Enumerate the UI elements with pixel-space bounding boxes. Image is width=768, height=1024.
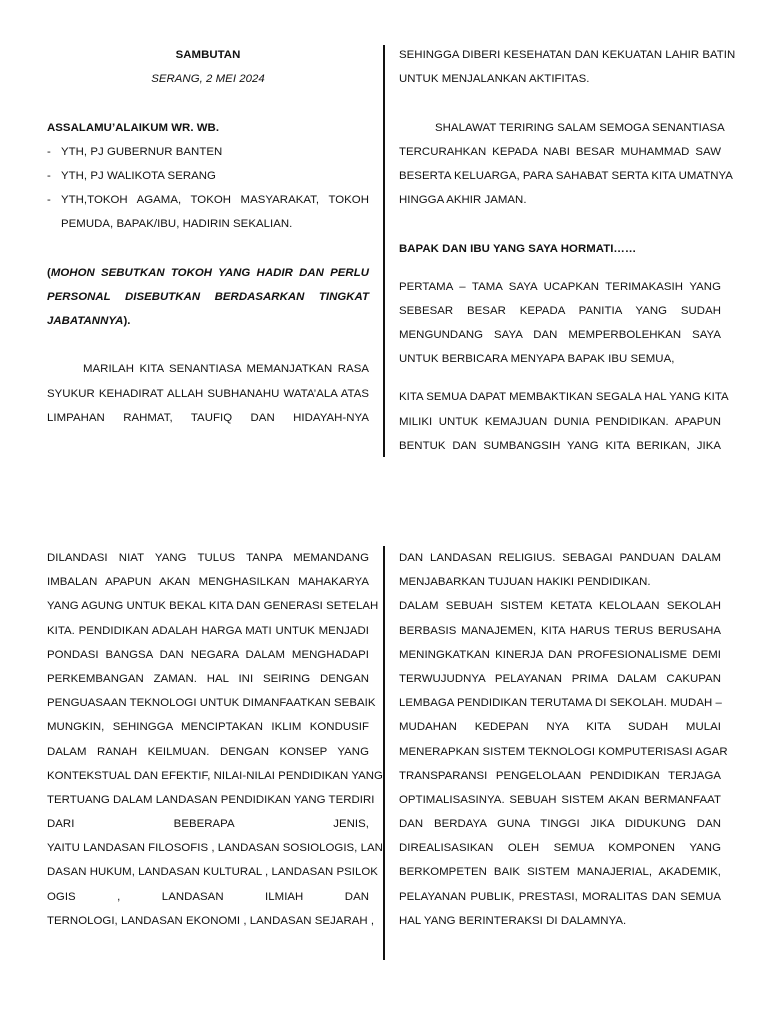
paragraph-line: HAL YANG BERINTERAKSI DI DALAMNYA. xyxy=(399,914,627,927)
column-divider-top xyxy=(383,45,385,457)
salutation-text: YTH, PJ WALIKOTA SERANG xyxy=(61,169,216,182)
page2-left-column xyxy=(47,546,383,933)
paragraph-shalawat xyxy=(399,116,733,213)
salutation-text: YTH,TOKOH AGAMA, TOKOH MASYARAKAT, TOKOH xyxy=(61,194,369,207)
greeting: ASSALAMU’ALAIKUM WR. WB. xyxy=(47,121,220,134)
paragraph-line: KITA SEMUA DAPAT MEMBAKTIKAN SEGALA HAL YANG KITA xyxy=(399,391,729,404)
paragraph-line: PENGUASAAN TEKNOLOGI UNTUK DIMANFAATKAN SEBAIK xyxy=(47,697,376,710)
paragraph-line: MENJABARKAN TUJUAN HAKIKI PENDIDIKAN. xyxy=(399,576,651,589)
instruction-note xyxy=(47,261,369,334)
paragraph-line: DARI BEBERAPA JENIS, xyxy=(47,818,369,831)
note-text: JABATANNYA xyxy=(47,315,124,328)
paragraph-line: PERTAMA – TAMA SAYA UCAPKAN TERIMAKASIH YANG xyxy=(399,280,721,293)
paragraph-line: PELAYANAN PUBLIK, PRESTASI, MORALITAS DAN SEMUA xyxy=(399,890,721,903)
note-text: MOHON SEBUTKAN TOKOH YANG HADIR DAN PERLU xyxy=(50,266,369,279)
paragraph-line: LEMBAGA PENDIDIKAN TERUTAMA DI SEKOLAH. MUDAH – xyxy=(399,697,722,710)
paragraph-line: PONDASI BANGSA DAN NEGARA DALAM MENGHADAPI xyxy=(47,648,369,661)
paragraph-line: DILANDASI NIAT YANG TULUS TANPA MEMANDANG xyxy=(47,552,369,564)
paragraph-line: DASAN HUKUM, LANDASAN KULTURAL , LANDASAN PSILOK xyxy=(47,866,378,879)
paragraph-line: HINGGA AKHIR JAMAN. xyxy=(399,194,527,207)
page1-right-column xyxy=(399,43,736,458)
salutation-item xyxy=(47,140,369,164)
note-line: PERSONAL DISEBUTKAN BERDASARKAN TINGKAT xyxy=(47,290,369,303)
paragraph-religious-foundation xyxy=(399,546,721,594)
column-divider-bottom xyxy=(383,546,385,960)
paragraph-line: BERBASIS MANAJEMEN, KITA HARUS TERUS BERUSAHA xyxy=(399,624,721,637)
paragraph-line: BERKOMPETEN BAIK SISTEM MANAJERIAL, AKADEMIK, xyxy=(399,866,721,879)
paragraph-line: UNTUK MENJALANKAN AKTIFITAS. xyxy=(399,73,590,86)
paragraph-management xyxy=(399,594,728,933)
paragraph-line: MUDAHAN KEDEPAN NYA KITA SUDAH MULAI xyxy=(399,721,721,734)
document-title: SAMBUTAN xyxy=(175,49,241,61)
salutation-item xyxy=(47,164,369,188)
list-dash: - xyxy=(47,169,51,182)
paragraph-line: DAN LANDASAN RELIGIUS. SEBAGAI PANDUAN DALAM xyxy=(399,552,721,564)
paragraph-line: MILIKI UNTUK KEMAJUAN DUNIA PENDIDIKAN. APAPUN xyxy=(399,415,721,428)
paragraph-line: MUNGKIN, SEHINGGA MENCIPTAKAN IKLIM KONDUSIF xyxy=(47,721,369,734)
paragraph-line: SHALAWAT TERIRING SALAM SEMOGA SENANTIASA xyxy=(435,121,725,134)
paragraph-line: YAITU LANDASAN FILOSOFIS , LANDASAN SOSIOLOGIS, LAN xyxy=(47,842,383,855)
paragraph-line: YANG AGUNG UNTUK BEKAL KITA DAN GENERASI SETELAH xyxy=(47,600,379,613)
paragraph-line: TERTUANG DALAM LANDASAN PENDIDIKAN YANG TERDIRI xyxy=(47,793,375,806)
list-dash: - xyxy=(47,145,51,158)
paragraph-gratitude xyxy=(47,357,369,430)
note-line xyxy=(47,261,369,285)
paragraph-line: DIREALISASIKAN OLEH SEMUA KOMPONEN YANG xyxy=(399,842,721,855)
paragraph-line: LIMPAHAN RAHMAT, TAUFIQ DAN HIDAYAH-NYA xyxy=(47,411,369,424)
paragraph-line: MENGUNDANG SAYA DAN MEMPERBOLEHKAN SAYA xyxy=(399,329,721,342)
paragraph-line: OPTIMALISASINYA. SEBUAH SISTEM AKAN BERMANFAAT xyxy=(399,793,721,806)
note-open-paren: ( xyxy=(47,266,51,279)
place-date: SERANG, 2 MEI 2024 xyxy=(151,73,265,86)
paragraph-line: TERWUJUDNYA PELAYANAN PRIMA DALAM CAKUPAN xyxy=(399,672,721,685)
paragraph-line: IMBALAN APAPUN AKAN MENGHASILKAN MAHAKARYA xyxy=(47,576,369,589)
note-close-paren: ). xyxy=(123,315,131,328)
salutation-item xyxy=(47,188,369,212)
paragraph-line: SYUKUR KEHADIRAT ALLAH SUBHANAHU WATA’ALA ATAS xyxy=(47,387,369,400)
paragraph-line: MENINGKATKAN KINERJA DAN PROFESIONALISME DEMI xyxy=(399,648,721,661)
paragraph-line: TERCURAHKAN KEPADA NABI BESAR MUHAMMAD SAW xyxy=(399,145,721,158)
list-dash: - xyxy=(47,194,51,207)
paragraph-line: DAN BERDAYA GUNA TINGGI JIKA DIDUKUNG DAN xyxy=(399,818,721,831)
paragraph-line: TERNOLOGI, LANDASAN EKONOMI , LANDASAN SEJARAH , xyxy=(47,914,375,927)
section-heading: BAPAK DAN IBU YANG SAYA HORMATI…… xyxy=(399,242,637,255)
paragraph-thanks xyxy=(399,275,721,372)
paragraph-line: PERKEMBANGAN ZAMAN. HAL INI SEIRING DENGAN xyxy=(47,672,369,685)
paragraph-line: KITA. PENDIDIKAN ADALAH HARGA MATI UNTUK MENJADI xyxy=(47,624,369,637)
salutation-text: YTH, PJ GUBERNUR BANTEN xyxy=(61,145,223,158)
salutation-continuation: PEMUDA, BAPAK/IBU, HADIRIN SEKALIAN. xyxy=(61,218,293,231)
paragraph-line: BESERTA KELUARGA, PARA SAHABAT SERTA KITA UMATNYA xyxy=(399,169,733,182)
page2-right-column xyxy=(399,546,728,933)
paragraph-line: TRANSPARANSI PENGELOLAAN PENDIDIKAN TERJAGA xyxy=(399,769,721,782)
note-line xyxy=(47,309,369,333)
paragraph-line: MARILAH KITA SENANTIASA MEMANJATKAN RASA xyxy=(83,363,369,376)
paragraph-line: DALAM SEBUAH SISTEM KETATA KELOLAAN SEKOLAH xyxy=(399,600,721,613)
paragraph-dedication xyxy=(399,385,729,458)
paragraph-line: KONTEKSTUAL DAN EFEKTIF, NILAI-NILAI PENDIDIKAN YANG xyxy=(47,769,383,782)
paragraph-line: BENTUK DAN SUMBANGSIH YANG KITA BERIKAN, JIKA xyxy=(399,439,721,452)
paragraph-line: MENERAPKAN SISTEM TEKNOLOGI KOMPUTERISASI AGAR xyxy=(399,745,728,758)
paragraph-line: OGIS , LANDASAN ILMIAH DAN xyxy=(47,890,369,903)
paragraph-line: SEBESAR BESAR KEPADA PANITIA YANG SUDAH xyxy=(399,304,721,317)
page1-left-column xyxy=(47,43,369,430)
paragraph-line: UNTUK BERBICARA MENYAPA BAPAK IBU SEMUA, xyxy=(399,353,675,366)
paragraph-line: SEHINGGA DIBERI KESEHATAN DAN KEKUATAN LAHIR BATIN xyxy=(399,49,736,61)
paragraph-line: DALAM RANAH KEILMUAN. DENGAN KONSEP YANG xyxy=(47,745,369,758)
